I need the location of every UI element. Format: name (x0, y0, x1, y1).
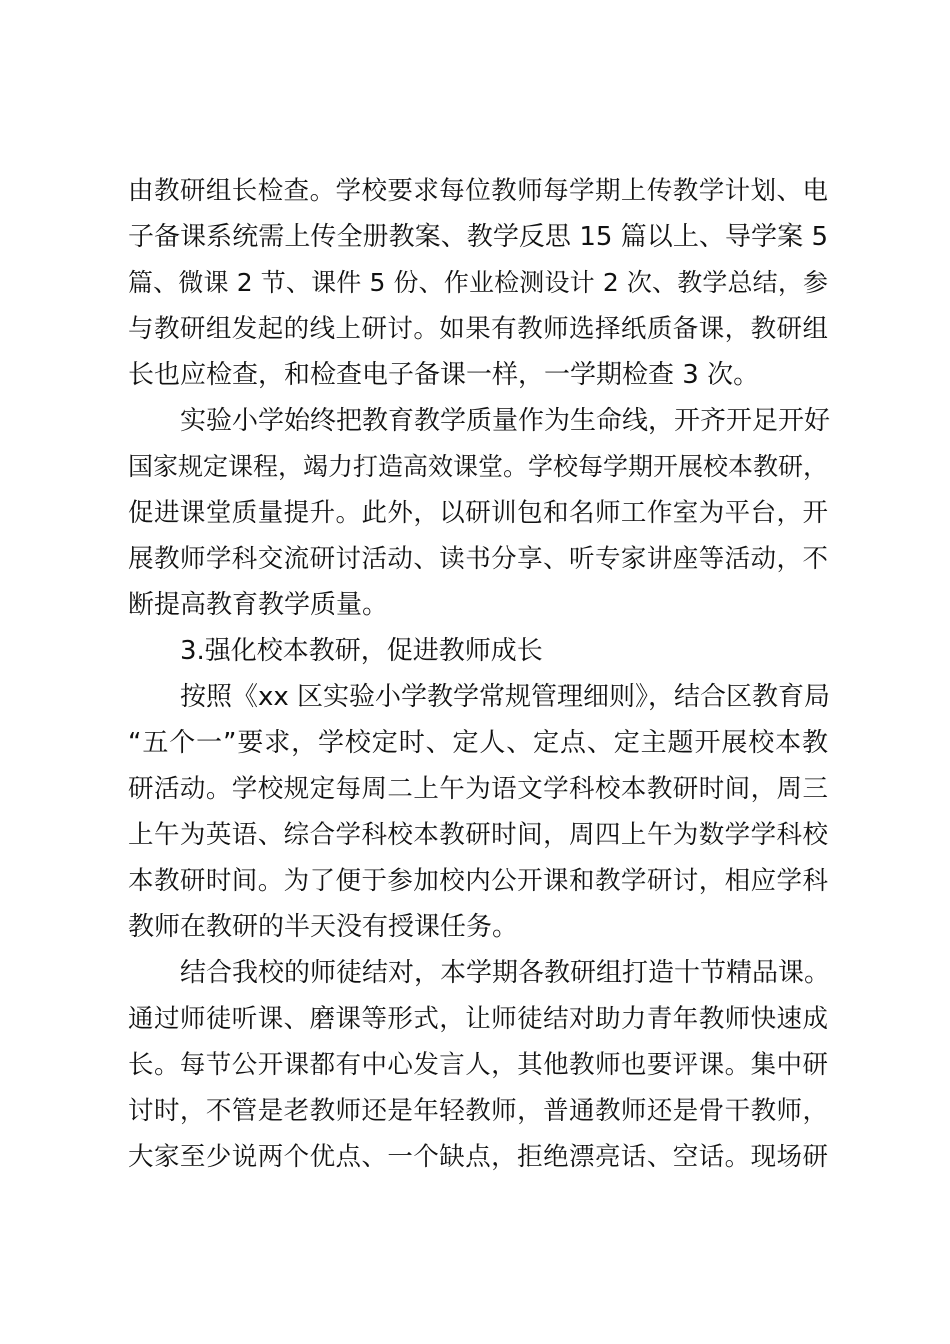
text-line: 篇、微课 2 节、课件 5 份、作业检测设计 2 次、教学总结，参 (128, 268, 828, 297)
section-heading: 3.强化校本教研，促进教师成长 (180, 636, 543, 666)
text-line: 通过师徒听课、磨课等形式，让师徒结对助力青年教师快速成 (128, 1004, 828, 1034)
paragraph-first-line: 实验小学始终把教育教学质量作为生命线，开齐开足开好 (180, 406, 831, 436)
text-line: 大家至少说两个优点、一个缺点，拒绝漂亮话、空话。现场研 (128, 1142, 828, 1172)
text-line: 由教研组长检查。学校要求每位教师每学期上传教学计划、电 (128, 176, 828, 206)
text-line: 展教师学科交流研讨活动、读书分享、听专家讲座等活动，不 (128, 544, 828, 574)
paragraph-first-line: 按照《xx 区实验小学教学常规管理细则》，结合区教育局 (180, 682, 831, 712)
text-line: 断提高教育教学质量。 (128, 590, 389, 620)
text-line: 长。每节公开课都有中心发言人，其他教师也要评课。集中研 (128, 1050, 828, 1080)
text-line: 与教研组发起的线上研讨。如果有教师选择纸质备课，教研组 (128, 314, 828, 344)
text-line: 国家规定课程，竭力打造高效课堂。学校每学期开展校本教研， (128, 452, 829, 481)
text-line: 教师在教研的半天没有授课任务。 (128, 912, 519, 942)
paragraph-first-line: 结合我校的师徒结对，本学期各教研组打造十节精品课。 (180, 958, 831, 988)
text-line: 子备课系统需上传全册教案、教学反思 15 篇以上、导学案 5 (128, 222, 828, 252)
text-line: 讨时，不管是老教师还是年轻教师，普通教师还是骨干教师， (128, 1096, 828, 1126)
text-line: 研活动。学校规定每周二上午为语文学科校本教研时间，周三 (128, 774, 828, 804)
text-line: “五个一”要求，学校定时、定人、定点、定主题开展校本教 (128, 728, 828, 758)
text-line: 上午为英语、综合学科校本教研时间，周四上午为数学学科校 (128, 820, 828, 850)
text-line: 本教研时间。为了便于参加校内公开课和教学研讨，相应学科 (128, 866, 828, 896)
text-line: 长也应检查，和检查电子备课一样，一学期检查 3 次。 (128, 360, 760, 390)
text-line: 促进课堂质量提升。此外，以研训包和名师工作室为平台，开 (128, 498, 828, 528)
